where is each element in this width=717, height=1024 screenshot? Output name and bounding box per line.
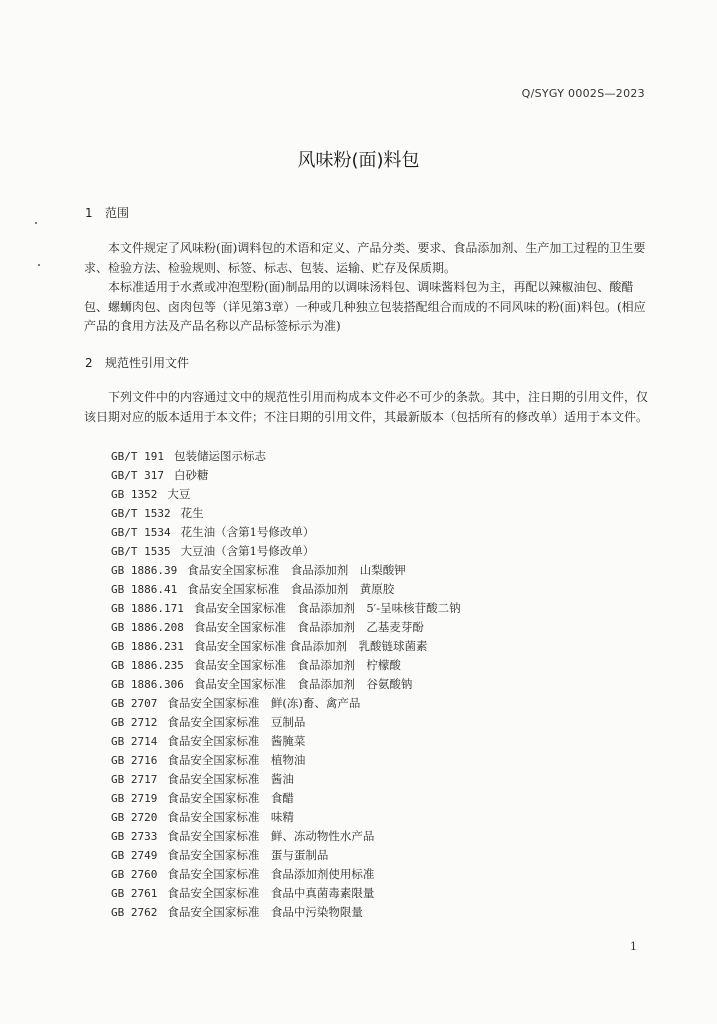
section-number: 2	[85, 356, 93, 370]
reference-code: GB/T 1534	[111, 526, 171, 539]
reference-item	[111, 675, 461, 694]
reference-title: 食品安全国家标准 味精	[167, 810, 294, 824]
section-title: 范围	[105, 206, 130, 220]
reference-title: 大豆	[167, 487, 191, 501]
reference-title: 食品安全国家标准 酱油	[167, 772, 294, 786]
reference-code: GB 1886.306	[111, 678, 184, 691]
scope-paragraph: 本文件规定了风味粉(面)调料包的术语和定义、产品分类、要求、食品添加剂、生产加工过程的卫生要求、检验方法、检验规则、标签、标志、包装、运输、贮存及保质期。	[84, 241, 646, 275]
reference-code: GB 2712	[111, 716, 158, 729]
reference-title: 食品安全国家标准 食品中污染物限量	[167, 905, 363, 919]
reference-code: GB 2714	[111, 735, 158, 748]
reference-title: 食品安全国家标准 食品添加剂使用标准	[167, 867, 375, 881]
reference-code: GB/T 1532	[111, 507, 171, 520]
page-number: 1	[630, 940, 637, 953]
reference-item	[111, 447, 461, 466]
reference-code: GB 2720	[111, 811, 158, 824]
reference-title: 食品安全国家标准 食品添加剂 谷氨酸钠	[193, 677, 413, 691]
reference-title: 食品安全国家标准 食品中真菌毒素限量	[167, 886, 375, 900]
reference-item	[111, 770, 461, 789]
reference-code: GB 2719	[111, 792, 158, 805]
reference-item	[111, 656, 461, 675]
reference-title: 食品安全国家标准 酱腌菜	[167, 734, 306, 748]
reference-title: 食品安全国家标准 食醋	[167, 791, 294, 805]
reference-title: 大豆油（含第1号修改单）	[180, 544, 315, 558]
reference-title: 食品安全国家标准 鲜、冻动物性水产品	[167, 829, 375, 843]
reference-code: GB 1886.208	[111, 621, 184, 634]
reference-item	[111, 542, 461, 561]
reference-item	[111, 865, 461, 884]
reference-code: GB 2761	[111, 887, 158, 900]
reference-item	[111, 846, 461, 865]
reference-title: 食品安全国家标准 鲜(冻)畜、禽产品	[167, 696, 361, 710]
reference-list	[111, 447, 461, 922]
reference-item	[111, 599, 461, 618]
reference-item	[111, 618, 461, 637]
reference-code: GB 1886.41	[111, 583, 178, 596]
reference-item	[111, 485, 461, 504]
section-heading-references	[85, 354, 189, 371]
reference-item	[111, 466, 461, 485]
reference-code: GB 1352	[111, 488, 158, 501]
reference-item	[111, 789, 461, 808]
scan-mark	[38, 264, 40, 266]
reference-title: 食品安全国家标准 食品添加剂 5′-呈味核苷酸二钠	[193, 601, 461, 615]
reference-code: GB 1886.39	[111, 564, 178, 577]
reference-item	[111, 580, 461, 599]
reference-code: GB/T 1535	[111, 545, 171, 558]
reference-title: 白砂糖	[173, 468, 209, 482]
reference-code: GB 1886.235	[111, 659, 184, 672]
reference-code: GB/T 317	[111, 469, 164, 482]
reference-title: 食品安全国家标准 豆制品	[167, 715, 306, 729]
reference-title: 食品安全国家标准 食品添加剂 乙基麦芽酚	[193, 620, 424, 634]
reference-item	[111, 504, 461, 523]
reference-code: GB 1886.171	[111, 602, 184, 615]
reference-item	[111, 827, 461, 846]
section-number: 1	[85, 206, 93, 220]
reference-item	[111, 884, 461, 903]
reference-title: 食品安全国家标准 食品添加剂 柠檬酸	[193, 658, 401, 672]
reference-code: GB 2733	[111, 830, 158, 843]
section-title: 规范性引用文件	[105, 356, 190, 370]
reference-title: 包装储运图示标志	[173, 449, 266, 463]
scan-mark	[35, 222, 37, 224]
reference-code: GB 2760	[111, 868, 158, 881]
reference-item	[111, 808, 461, 827]
reference-code: GB 2707	[111, 697, 158, 710]
reference-title: 食品安全国家标准 食品添加剂 山梨酸钾	[187, 563, 406, 577]
reference-item	[111, 561, 461, 580]
reference-item	[111, 694, 461, 713]
reference-code: GB 1886.231	[111, 640, 184, 653]
reference-code: GB 2762	[111, 906, 158, 919]
reference-title: 食品安全国家标准 食品添加剂 乳酸链球菌素	[193, 639, 428, 653]
section-heading-scope	[85, 204, 129, 221]
reference-code: GB 2717	[111, 773, 158, 786]
reference-item	[111, 732, 461, 751]
document-number: Q/SYGY 0002S—2023	[521, 87, 645, 100]
reference-code: GB 2749	[111, 849, 158, 862]
references-intro: 下列文件中的内容通过文中的规范性引用而构成本文件必不可少的条款。其中，注日期的引用文件，仅该日期对应的版本适用于本文件；不注日期的引用文件，其最新版本（包括所有的修改单）适用于本文件。	[84, 390, 649, 424]
page-title: 风味粉(面)料包	[297, 150, 420, 171]
reference-item	[111, 523, 461, 542]
reference-title: 花生	[180, 506, 204, 520]
reference-code: GB 2716	[111, 754, 158, 767]
reference-item	[111, 637, 461, 656]
reference-title: 食品安全国家标准 蛋与蛋制品	[167, 848, 329, 862]
reference-item	[111, 713, 461, 732]
scope-paragraph: 本标准适用于水煮或冲泡型粉(面)制品用的以调味汤料包、调味酱料包为主，再配以辣椒油包、酸醋包、螺蛳肉包、卤肉包等（详见第3章）一种或几种独立包装搭配组合而成的不同风味的粉(面)料包。(相应产品的食用方法及产品名称以产品标签标示为准)	[84, 280, 646, 333]
reference-title: 食品安全国家标准 植物油	[167, 753, 306, 767]
reference-item	[111, 751, 461, 770]
reference-item	[111, 903, 461, 922]
reference-title: 花生油（含第1号修改单）	[180, 525, 315, 539]
reference-code: GB/T 191	[111, 450, 164, 463]
reference-title: 食品安全国家标准 食品添加剂 黄原胶	[187, 582, 395, 596]
